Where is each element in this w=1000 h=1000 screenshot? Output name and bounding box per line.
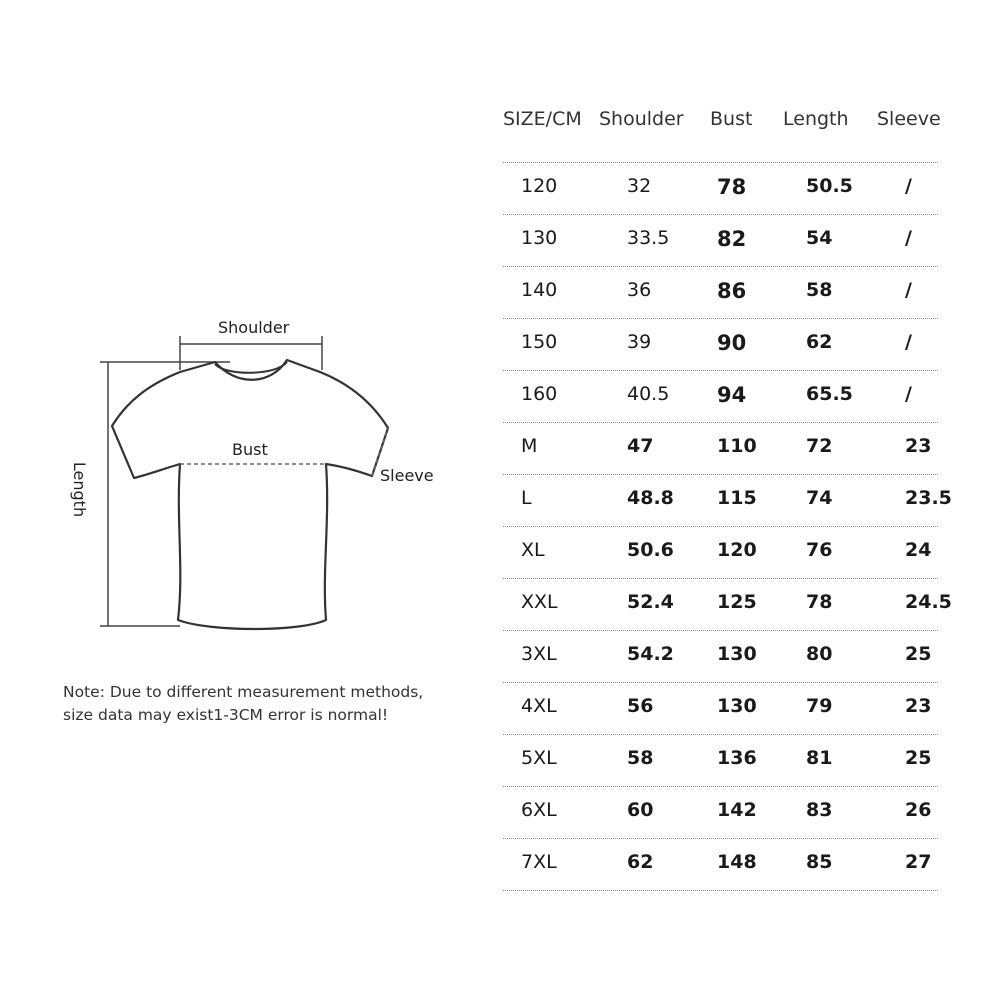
note-line-1: Note: Due to different measurement methods, [63,683,424,701]
cell-bust: 130 [717,643,757,665]
sleeve-label: Sleeve [380,466,434,485]
shoulder-label: Shoulder [218,318,290,337]
cell-length: 78 [806,591,833,613]
cell-length: 65.5 [806,383,853,405]
cell-sleeve: 23.5 [905,487,952,509]
cell-shoulder: 60 [627,799,654,821]
cell-size: 130 [521,227,558,249]
cell-size: 150 [521,331,558,353]
table-row [503,683,938,735]
table-row [503,319,938,371]
cell-shoulder: 40.5 [627,383,670,405]
cell-length: 58 [806,279,833,301]
cell-length: 83 [806,799,833,821]
header-length: Length [783,108,849,130]
cell-sleeve: 24 [905,539,932,561]
cell-sleeve: 26 [905,799,932,821]
table-row [503,527,938,579]
bust-label: Bust [232,440,268,459]
cell-size: XL [521,539,545,561]
table-row [503,787,938,839]
cell-bust: 78 [717,175,747,199]
cell-shoulder: 52.4 [627,591,674,613]
cell-shoulder: 58 [627,747,654,769]
cell-shoulder: 32 [627,175,652,197]
cell-shoulder: 48.8 [627,487,674,509]
cell-bust: 142 [717,799,757,821]
cell-length: 81 [806,747,833,769]
table-row [503,839,938,891]
cell-sleeve: 23 [905,695,932,717]
cell-size: M [521,435,538,457]
table-row [503,215,938,267]
cell-length: 50.5 [806,175,853,197]
cell-length: 79 [806,695,833,717]
cell-shoulder: 62 [627,851,654,873]
measurement-note [63,681,463,727]
table-row [503,163,938,215]
cell-bust: 130 [717,695,757,717]
cell-bust: 115 [717,487,757,509]
cell-length: 72 [806,435,833,457]
cell-sleeve: / [905,175,912,197]
cell-sleeve: 27 [905,851,932,873]
size-table [503,100,952,891]
cell-bust: 136 [717,747,757,769]
cell-shoulder: 36 [627,279,652,301]
cell-bust: 86 [717,279,747,303]
cell-sleeve: / [905,383,912,405]
cell-size: 7XL [521,851,557,873]
table-row [503,475,952,527]
cell-sleeve: 25 [905,747,932,769]
table-row [503,371,938,423]
cell-size: 140 [521,279,558,301]
table-row [503,631,938,683]
cell-shoulder: 50.6 [627,539,674,561]
cell-size: 160 [521,383,558,405]
cell-length: 85 [806,851,833,873]
header-shoulder: Shoulder [599,108,684,130]
cell-shoulder: 33.5 [627,227,670,249]
cell-shoulder: 39 [627,331,652,353]
cell-bust: 90 [717,331,747,355]
cell-bust: 82 [717,227,747,251]
header-sleeve: Sleeve [877,108,941,130]
table-body [503,163,952,891]
cell-length: 62 [806,331,833,353]
length-label: Length [70,461,90,518]
cell-size: 4XL [521,695,557,717]
cell-bust: 125 [717,591,757,613]
cell-sleeve: 25 [905,643,932,665]
cell-length: 74 [806,487,833,509]
cell-size: XXL [521,591,558,613]
cell-shoulder: 56 [627,695,654,717]
cell-sleeve: / [905,331,912,353]
table-row [503,579,952,631]
cell-size: 6XL [521,799,557,821]
cell-size: 3XL [521,643,557,665]
cell-sleeve: / [905,227,912,249]
tshirt-diagram [0,0,480,700]
cell-length: 76 [806,539,833,561]
cell-sleeve: / [905,279,912,301]
cell-shoulder: 47 [627,435,654,457]
cell-size: 120 [521,175,558,197]
tshirt-outline [112,360,388,629]
cell-sleeve: 23 [905,435,932,457]
cell-bust: 120 [717,539,757,561]
cell-bust: 94 [717,383,747,407]
cell-shoulder: 54.2 [627,643,674,665]
header-bust: Bust [710,108,753,130]
cell-bust: 110 [717,435,757,457]
cell-sleeve: 24.5 [905,591,952,613]
cell-length: 54 [806,227,833,249]
table-header [503,100,941,163]
cell-length: 80 [806,643,833,665]
table-row [503,423,938,475]
table-row [503,267,938,319]
note-line-2: size data may exist1-3CM error is normal! [63,706,389,724]
cell-size: L [521,487,532,509]
table-row [503,735,938,787]
cell-bust: 148 [717,851,757,873]
header-size: SIZE/CM [503,108,582,130]
cell-size: 5XL [521,747,557,769]
